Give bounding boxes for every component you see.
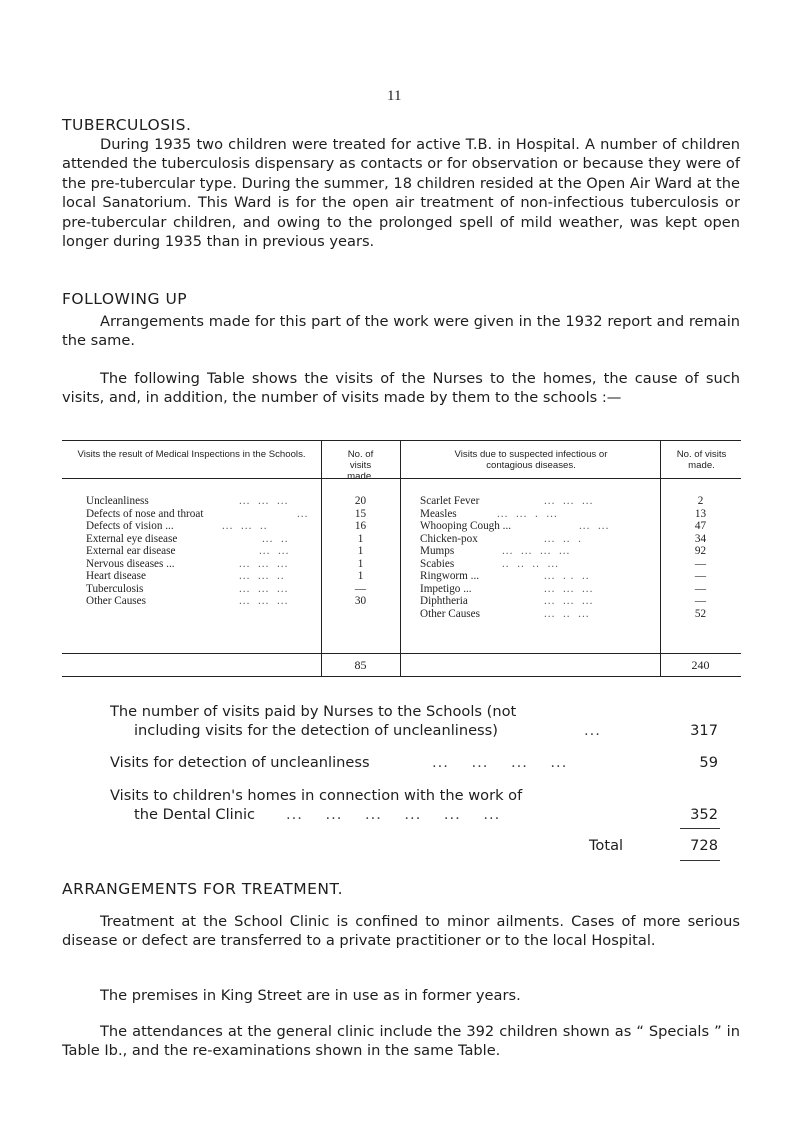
page-number: 11 <box>387 88 402 104</box>
table-top-rule <box>62 440 741 441</box>
table-row: Tuberculosis <box>86 582 144 595</box>
table-row: Defects of nose and throat <box>86 507 204 520</box>
leader-dots: ... ... .. <box>222 520 268 533</box>
summary-row-dental-cont: the Dental Clinic ... ... ... ... ... ... 352 <box>134 806 718 823</box>
leader-dots: ... ... ... <box>544 495 594 507</box>
table-row: Scarlet Fever <box>420 495 480 507</box>
table-total-left: 85 <box>354 658 367 672</box>
leader-dots: ... ... ... <box>239 495 289 507</box>
table-cell-value: 92 <box>694 545 707 558</box>
leader-dots: ... ... ... <box>239 595 289 608</box>
table-row: Defects of vision ... <box>86 520 174 533</box>
table-cell-value: 2 <box>697 495 704 507</box>
header-visits-made-1: No. of visits made. <box>347 449 374 482</box>
tuberculosis-heading: TUBERCULOSIS. <box>62 116 192 134</box>
leader-dots: ... ... ... <box>544 595 594 608</box>
table-cell-value: 34 <box>694 532 707 545</box>
table-cell-value: 1 <box>357 545 364 558</box>
leader-dots: ... ... . ... <box>497 507 558 520</box>
leader-dots: ... ... ... <box>239 557 289 570</box>
table-row: Impetigo ... <box>420 582 472 595</box>
leader-dots: ... <box>297 507 309 520</box>
nurse-visits-table <box>62 440 741 680</box>
table-cell-value: 47 <box>694 520 707 533</box>
treatment-paragraph-2: The premises in King Street are in use as in former years. <box>100 987 521 1004</box>
table-row: Measles <box>420 507 457 520</box>
table-cell-value: 13 <box>694 507 707 520</box>
table-cell-value: 16 <box>354 520 367 533</box>
table-row: Heart disease <box>86 570 146 583</box>
leader-dots: ... ... ... ... <box>502 545 571 558</box>
treatment-paragraph-3: The attendances at the general clinic include the 392 children shown as “ Specials ” in Table Ib., and the re-examinations shown in the same Table. <box>62 1023 740 1060</box>
table-cell-value: — <box>694 595 707 608</box>
table-cell-value: 1 <box>357 557 364 570</box>
table-row: Other Causes <box>86 595 146 608</box>
treatment-paragraph-1: Treatment at the School Clinic is confined to minor ailments. Cases of more serious disease or defect are transferred to a private practitioner or to the local Hospital. <box>62 913 740 950</box>
table-row: External eye disease <box>86 532 178 545</box>
table-cell-value: 20 <box>354 495 367 507</box>
leader-dots: ... ... ... <box>544 582 594 595</box>
following-up-paragraph-1: Arrangements made for this part of the work were given in the 1932 report and remain the same. <box>62 313 740 350</box>
table-cell-value: — <box>694 582 707 595</box>
table-cell-value: 1 <box>357 570 364 583</box>
table-bottom-rule <box>62 676 741 677</box>
leader-dots: ... ... <box>259 545 290 558</box>
leader-dots: ... ... <box>579 520 610 533</box>
table-cell-value: 15 <box>354 507 367 520</box>
table-cell-value: 1 <box>357 532 364 545</box>
leader-dots: ... . . .. <box>544 570 590 583</box>
table-row: Ringworm ... <box>420 570 480 583</box>
table-row: Whooping Cough ... <box>420 520 512 533</box>
following-up-heading: FOLLOWING UP <box>62 290 188 308</box>
leader-dots: ... .. ... <box>544 607 590 620</box>
summary-row-schools: The number of visits paid by Nurses to the Schools (not <box>110 703 517 720</box>
table-divider-2 <box>400 440 401 677</box>
table-total-right: 240 <box>691 658 710 672</box>
table-header-rule <box>62 478 741 479</box>
treatment-heading: ARRANGEMENTS FOR TREATMENT. <box>62 880 344 898</box>
table-row: Nervous diseases ... <box>86 557 175 570</box>
leader-dots: ... ... .. <box>239 570 285 583</box>
table-cell-value: — <box>694 557 707 570</box>
table-cell-value: 30 <box>354 595 367 608</box>
table-total-rule <box>62 653 741 654</box>
table-row: Diphtheria <box>420 595 468 608</box>
summary-row-schools-cont: including visits for the detection of uncleanliness) ... 317 <box>134 722 718 739</box>
leader-dots: ... .. . <box>544 532 582 545</box>
leader-dots: ... .. <box>262 532 289 545</box>
table-row: Uncleanliness <box>86 495 149 507</box>
leader-dots: .. .. .. ... <box>502 557 559 570</box>
tuberculosis-paragraph: During 1935 two children were treated for active T.B. in Hospital. A number of children attended the tuberculosis dispensary as contacts or for observation or because they were of the pre-tubercular type. During the summer, 18 children resided at the Open Air Ward at the local Sanatorium. This Ward is for the open air treatment of non-infectious tuberculosis or pre-tubercular children, and owing to the prolonged spell of mild weather, was kept open longer during 1935 than in previous years. <box>62 136 740 251</box>
table-cell-value: — <box>354 582 367 595</box>
table-cell-value: 52 <box>694 607 707 620</box>
table-row: Chicken-pox <box>420 532 478 545</box>
header-medical-inspections: Visits the result of Medical Inspections in the Schools. <box>77 449 306 460</box>
following-up-paragraph-2: The following Table shows the visits of the Nurses to the homes, the cause of such visits, and, in addition, the number of visits made by them to the schools :— <box>62 370 740 407</box>
summary-row-uncleanliness: Visits for detection of uncleanliness ... ... ... ... 59 <box>110 754 718 771</box>
table-row: Scabies <box>420 557 455 570</box>
table-row: External ear disease <box>86 545 176 558</box>
total-rule-top <box>680 828 720 829</box>
leader-dots: ... ... ... <box>239 582 289 595</box>
header-visits-made-2: No. of visits made. <box>676 449 727 471</box>
table-row: Other Causes <box>420 607 480 620</box>
table-cell-value: — <box>694 570 707 583</box>
header-infectious-diseases: Visits due to suspected infectious or contagious diseases. <box>454 449 608 471</box>
summary-row-dental: Visits to children's homes in connection with the work of <box>110 787 523 804</box>
table-row: Mumps <box>420 545 455 558</box>
total-rule-bottom <box>680 860 720 861</box>
